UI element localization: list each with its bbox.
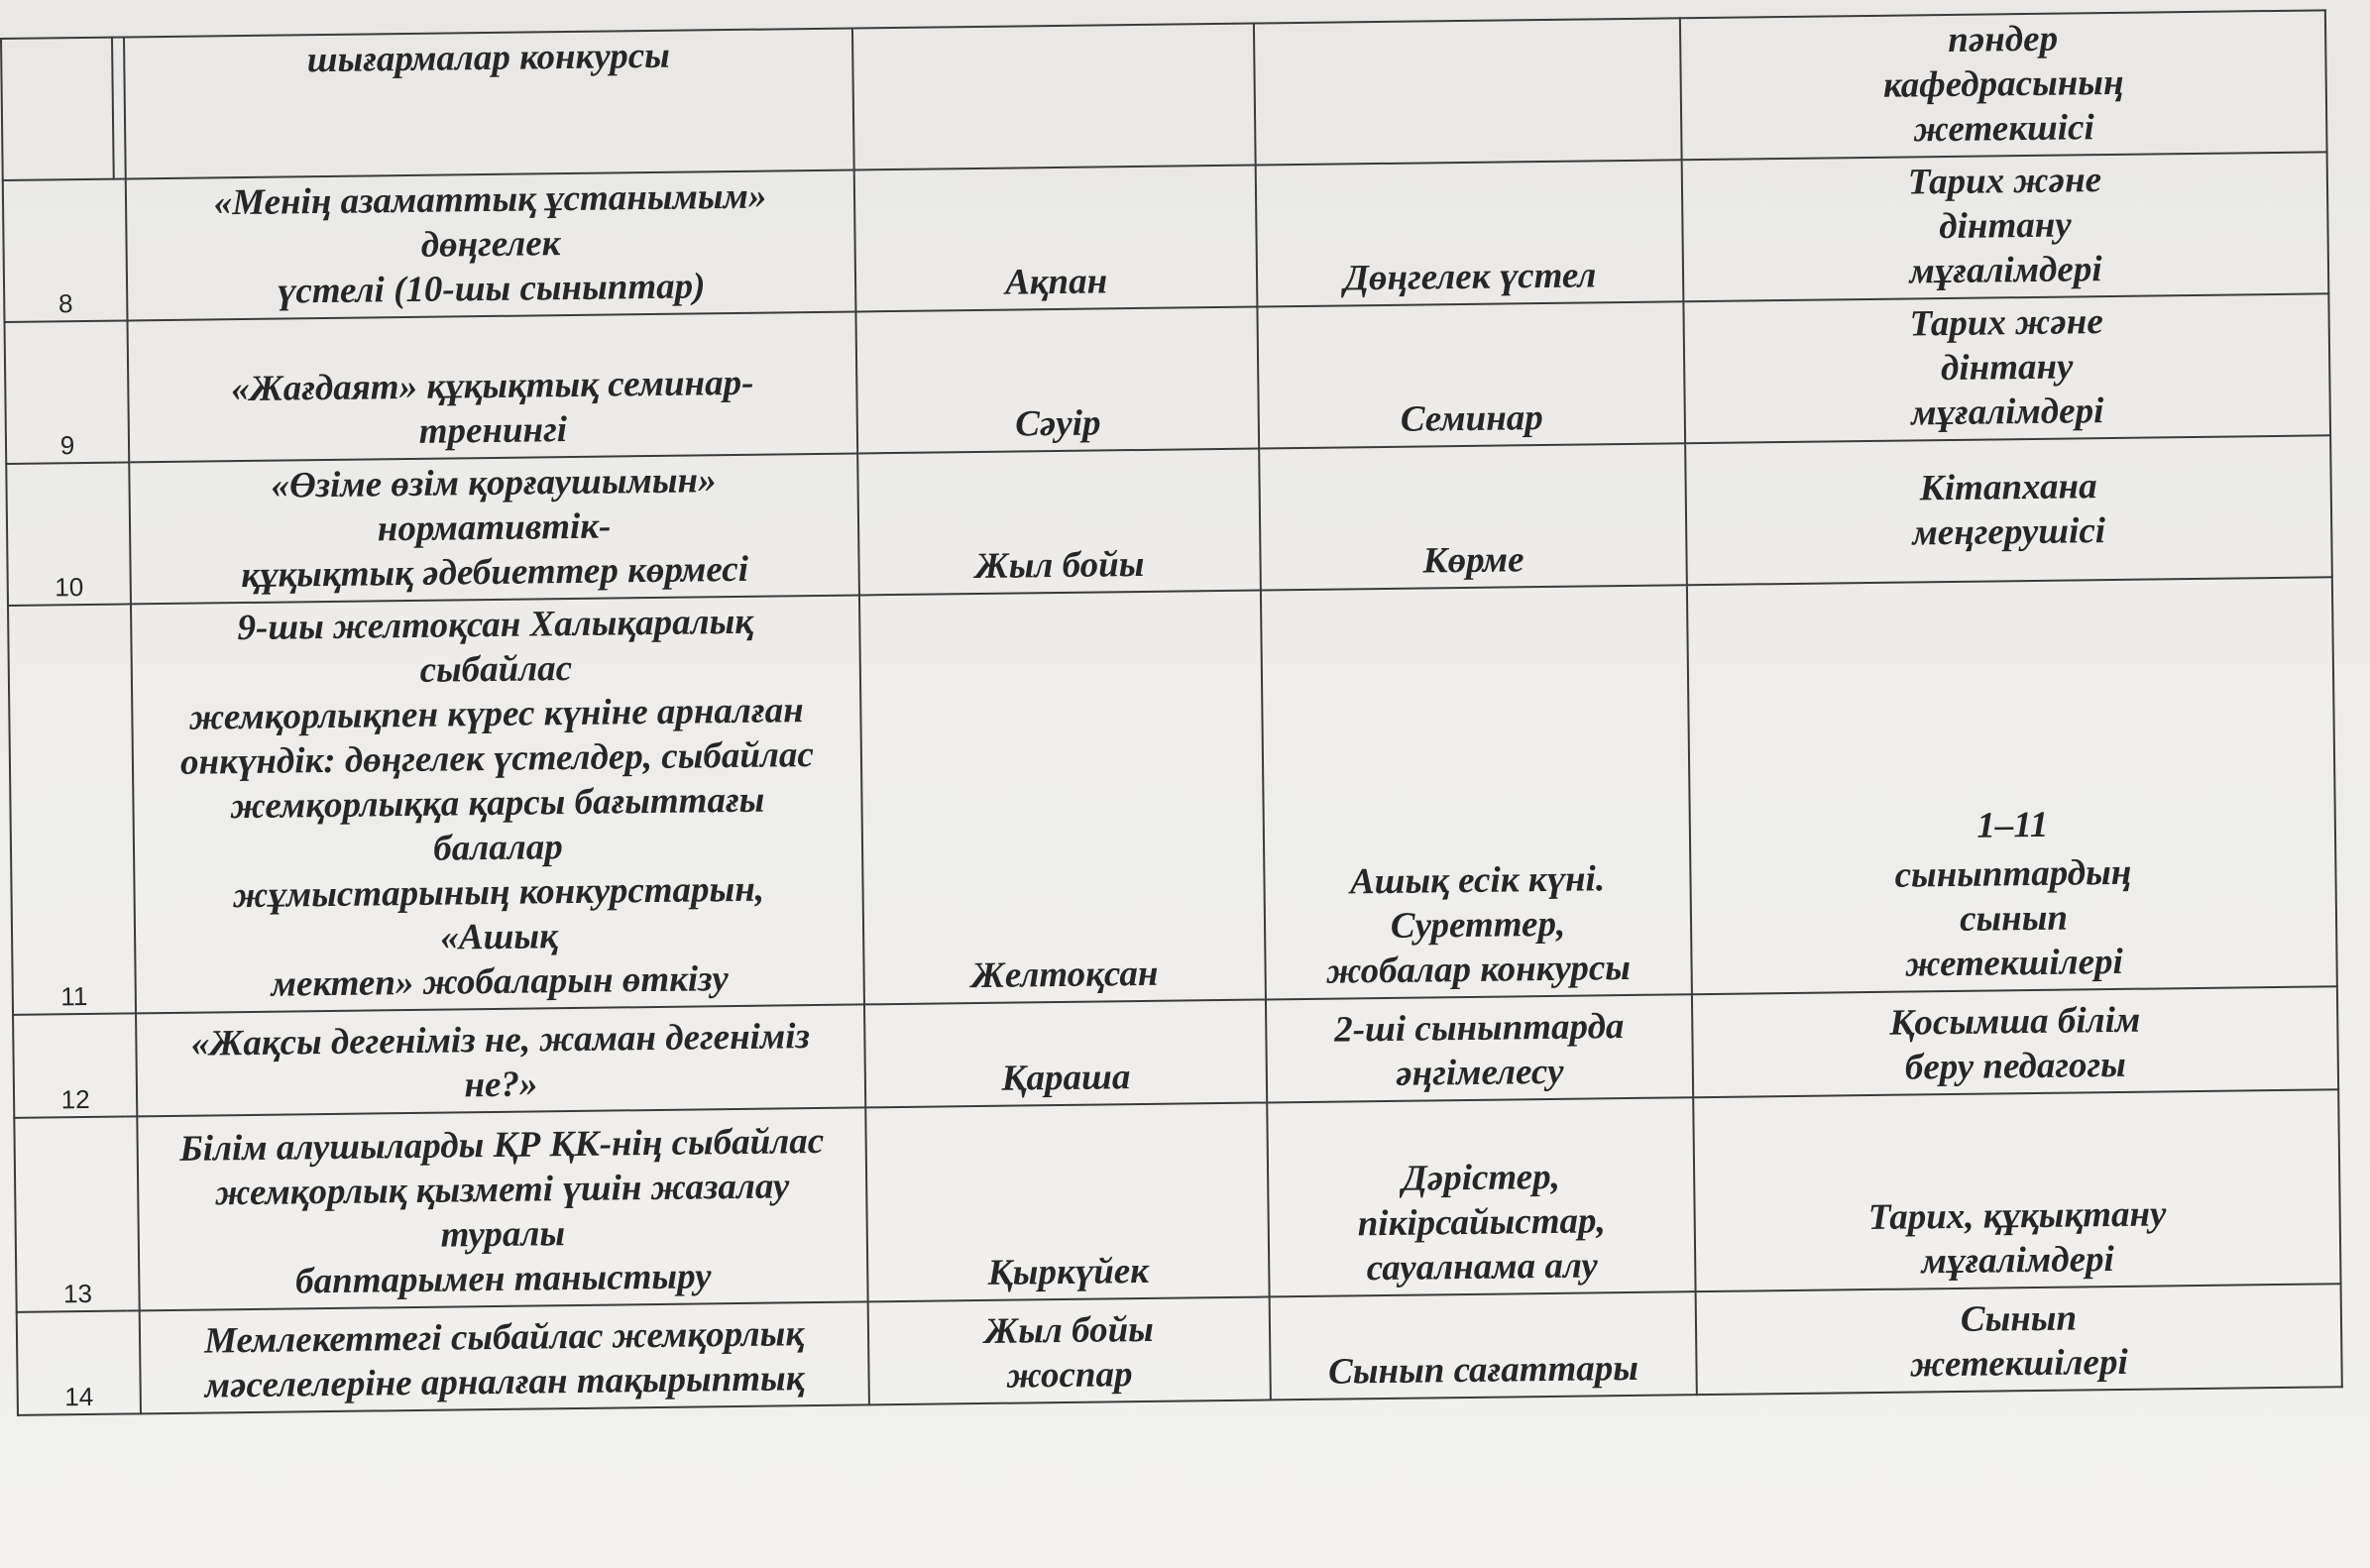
form-cell <box>1254 18 1682 165</box>
responsible-line: дінтану <box>1940 346 2074 390</box>
event-cell <box>137 1107 867 1310</box>
responsible-cell <box>1696 1284 2342 1395</box>
responsible-line: сыныптардың <box>1894 851 2132 896</box>
event-line: «Жақсы дегеніміз не, жаман дегеніміз <box>190 1016 811 1064</box>
form-line: Семинар <box>1400 397 1544 440</box>
event-cell <box>124 28 854 178</box>
event-line: Білім алушыларды ҚР ҚК-нің сыбайлас <box>178 1120 825 1170</box>
event-line: шығармалар конкурсы <box>306 35 671 81</box>
form-cell <box>1256 160 1684 306</box>
event-line: мәселелеріне арналған тақырыптық <box>204 1358 805 1406</box>
date-cell: Желтоқсан <box>859 591 1266 1005</box>
table-row <box>1 10 2327 180</box>
event-line: үстелі (10-шы сыныптар) <box>277 266 706 312</box>
event-line: онкүндік: дөңгелек үстелдер, сыбайлас <box>179 734 815 783</box>
event-line: жұмыстарының конкурстарын, <box>232 868 765 917</box>
table-row <box>8 577 2337 1015</box>
form-cell <box>1270 1291 1697 1400</box>
form-line: Дөңгелек үстел <box>1343 255 1597 299</box>
form-line: пікірсайыстар, <box>1357 1200 1606 1245</box>
row-number-cell: 14 <box>17 1310 141 1415</box>
responsible-cell <box>1687 577 2337 994</box>
responsible-line: 1–11 <box>1976 804 2049 846</box>
event-cell <box>136 1004 865 1116</box>
row-number-cell: 13 <box>14 1116 139 1312</box>
form-cell <box>1266 994 1693 1102</box>
responsible-line: Тарих, құқықтану <box>1867 1193 2167 1239</box>
form-line: Суреттер, <box>1390 903 1566 947</box>
responsible-line: сынып <box>1959 897 2069 940</box>
form-line: Дәрістер, <box>1402 1156 1561 1199</box>
form-line: жобалар конкурсы <box>1326 947 1632 992</box>
form-line: Көрме <box>1422 539 1524 582</box>
responsible-line: Сынып <box>1960 1297 2078 1340</box>
responsible-cell <box>1683 293 2330 443</box>
event-cell <box>129 453 859 604</box>
form-cell <box>1261 585 1692 999</box>
event-line: не?» <box>464 1064 538 1106</box>
event-line: сыбайлас <box>419 647 573 691</box>
event-cell <box>127 311 857 462</box>
responsible-line: пәндер <box>1948 18 2059 60</box>
responsible-line: Тарих және <box>1909 301 2104 345</box>
responsible-cell <box>1693 1089 2340 1291</box>
form-line: Ашық есік күні. <box>1349 858 1606 903</box>
event-line: «Менің азаматтық ұстанымым» <box>213 175 767 224</box>
event-line: 9-шы желтоқсан Халықаралық <box>237 601 754 649</box>
date-cell <box>852 24 1256 170</box>
date-line: Жыл бойы <box>983 1308 1155 1352</box>
responsible-line: Тарих және <box>1907 160 2102 203</box>
event-line: балалар <box>433 827 563 869</box>
row-number-cell: 9 <box>5 320 130 464</box>
event-line: Мемлекеттегі сыбайлас жемқорлық <box>203 1313 805 1362</box>
date-line: жоспар <box>1006 1354 1133 1397</box>
event-line: жемқорлыққа қарсы бағыттағы <box>230 779 765 828</box>
responsible-line: мұғалімдері <box>1910 391 2104 434</box>
event-line: нормативтік- <box>377 505 612 550</box>
responsible-line: меңгерушісі <box>1912 509 2106 553</box>
table-row <box>5 293 2331 464</box>
event-cell <box>126 169 856 320</box>
event-line: мектеп» жобаларын өткізу <box>271 958 730 1005</box>
event-line: құқықтық әдебиеттер көрмесі <box>241 548 749 597</box>
event-cell <box>140 1301 869 1413</box>
responsible-line: мұғалімдері <box>1921 1239 2115 1283</box>
date-cell: Қыркүйек <box>865 1102 1269 1301</box>
event-line: туралы <box>440 1213 566 1256</box>
responsible-cell <box>1692 986 2338 1097</box>
event-line: тренингі <box>418 409 568 452</box>
date-cell <box>868 1296 1271 1404</box>
date-cell: Жыл бойы <box>857 449 1261 596</box>
form-line: 2-ші сыныптарда <box>1333 1006 1625 1051</box>
form-cell <box>1267 1097 1695 1296</box>
event-line: жемқорлық қызметі үшін жазалау <box>214 1166 790 1214</box>
responsible-line: мұғалімдері <box>1909 249 2102 292</box>
responsible-cell <box>1685 435 2332 585</box>
responsible-cell <box>1680 10 2327 160</box>
event-line: «Өзіме өзім қорғаушымын» <box>271 460 717 506</box>
table-row <box>14 1089 2340 1312</box>
event-line: «Жағдаят» құқықтық семинар- <box>231 362 754 410</box>
table-row <box>6 435 2332 606</box>
event-plan-table <box>0 9 2343 1416</box>
form-cell <box>1259 443 1687 590</box>
table-row <box>3 152 2329 322</box>
date-cell: Қараша <box>864 999 1267 1107</box>
responsible-line: дінтану <box>1939 204 2072 248</box>
row-number-cell: 11 <box>8 604 136 1014</box>
responsible-line: жетекшілері <box>1910 1341 2128 1386</box>
responsible-line: Қосымша білім <box>1889 999 2141 1044</box>
row-number-cell: 12 <box>13 1013 137 1118</box>
responsible-line: беру педагогы <box>1904 1044 2127 1088</box>
form-line: сауалнама алу <box>1366 1245 1598 1289</box>
event-cell <box>131 595 864 1013</box>
date-cell: Ақпан <box>854 166 1258 312</box>
date-cell: Сәуір <box>855 307 1259 454</box>
responsible-line: кафедрасының <box>1882 61 2124 106</box>
row-number-cell: 8 <box>3 178 128 322</box>
row-number-cell <box>1 38 114 180</box>
event-line: «Ашық <box>440 916 559 958</box>
form-line: Сынып сағаттары <box>1327 1347 1639 1393</box>
event-line: баптарымен таныстыру <box>294 1256 712 1302</box>
responsible-line: Кітапхана <box>1919 465 2097 508</box>
form-line: әңгімелесу <box>1395 1051 1564 1094</box>
responsible-line: жетекшісі <box>1913 107 2094 151</box>
responsible-cell <box>1682 152 2329 301</box>
responsible-line: жетекшілері <box>1905 941 2124 985</box>
form-cell <box>1257 301 1685 448</box>
event-line: жемқорлықпен күрес күніне арналған <box>188 690 804 738</box>
row-number-cell: 10 <box>6 462 131 606</box>
event-line: дөңгелек <box>420 223 561 266</box>
